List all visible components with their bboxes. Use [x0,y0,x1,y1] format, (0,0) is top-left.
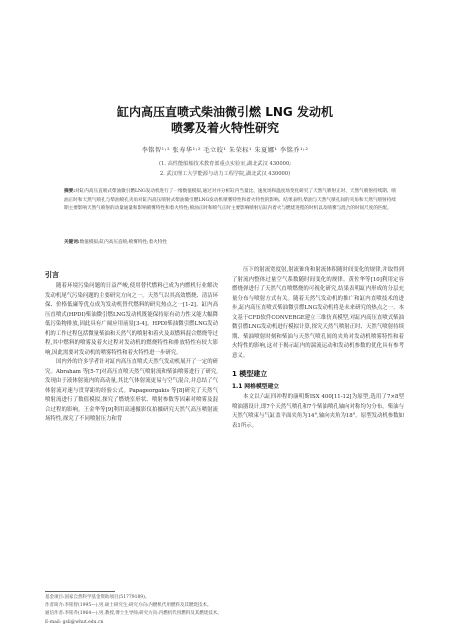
author-list: 李铭智¹˒² 张寿华¹˒² 毛立皎¹ 朱荣标¹ 朱夏娜¹ 李铭乔¹˒² [141,147,309,154]
intro-paragraph-2: 国内外的许多学者针对缸内高压直喷式天然气发动机展开了一定的研究。Abraham 等[5-7]对高压直喷天然气喷射流和柴油喷雾进行了研究,发现由于液体射流内的高动量,其比气体射流更易与空气混合,并总结了气体射流对速与贯穿距的经验公式。Papageorgakis 等[8]研究了天然气喷射流进行了数值模拟,探究了燃烧室形状、喷射参数等因素对喷雾及混合过程的影响。王金华等[9]利用高速摄影仪拍摄研究天然气高压喷射流场特性,探究了不同喷射压力和背 [45,359,218,422]
abstract-label: 摘要: [64,189,76,194]
affiliation-2: 2. 武汉理工大学能源与动力工程学院,湖北武汉 430000) [159,171,291,177]
paper-title [0,104,450,136]
footnote-funding: 基金项目:国家自然科学基金资助项目(51779189)。 [45,595,150,600]
footnote-email: E-mail: gsli@whut.edu.cn [45,619,104,625]
left-column [45,268,218,425]
footnote-author: 作者简介:李铭智(1995—),男,硕士研究生;研究方向:内燃机代用燃料及其燃烧技术。 [45,603,212,609]
right-column [232,266,404,431]
subsection-heading-mesh: 1.1 网格模型建立 [232,384,280,390]
footnote-rule [45,591,115,592]
affiliation-1: (1. 高性能船舶技术教育部重点实验室,湖北武汉 430000; [158,161,292,167]
model-paragraph-1: 本文以六缸四冲程的康明斯ISX 400[11-12]为原型,选用了7×8型喷油器设计,即7个天然气喷孔和7个柴油喷孔轴向对称均匀分布。柴油与天然气喷束与气缸盖平面夹角为14°,轴向夹角为18°。原型发动机参数如表1所示。 [232,394,404,429]
abstract [64,188,396,214]
title-line-1: 缸内高压直喷式柴油微引燃 LNG 发动机 [117,105,333,119]
section-heading-model: 1 模型建立 [232,370,268,378]
footnotes [45,594,405,627]
section-heading-intro: 引言 [45,271,59,279]
keywords-text: 数值模拟;缸内高压直喷;喷雾特性;着火特性 [79,240,167,245]
keywords-label: 关键词: [64,240,80,245]
footnote-corresponding: 通信作者:李铭乔(1964—),男,教授,博士生导师;研究方向:内燃机代用燃料及其燃烧技术。 [45,611,222,617]
keywords [64,239,396,247]
abstract-text: 对缸内高压直喷式柴油微引燃LNG发动机进行了一维数值模拟,通过对并分析缸内当量比、速度场和温度场变化研究了天然气喷射正时、天然气喷射持续期、喷油正时和天然气喷孔与柴油喷孔夹角对缸内高压喷射式柴油微引燃LNG发动机喷雾特性和着火特性的影响。结果表明,柴油与天然气喷孔间的夹角和天然气喷射持续期主要影响天然气喷射的动量通量和影响喷雾特性和着火特性;喷油正时和喷气正时主要影响喷射后缸内着火与燃烧进程的时机以及喷雾与混合的时间尺度的匹配。 [64,189,396,212]
intro-paragraph-1: 随着环境污染问题的日益严峻,使用替代燃料已成为内燃机行业解决发动机尾气污染问题的主要研究方向之一。天然气以其高效燃烧、清洁环保、价格低廉等优点成为发动机替代燃料的研究热点之一[1-2]。缸内高压直喷式(HPDI)柴油微引燃LNG发动机既能保持原有动力性又能大幅降低污染物排放,因此具有广阔应用前景[3-4]。HPDI柴油微引燃LNG发动机的工作过程包括微量柴油和天然气的喷射和着火及双燃料混合燃烧等过程,其中燃料的喷雾及着火过程对发动机的燃烧特性和排放特性有较大影响,因此需要对发动机的喷雾特性和着火特性进一步研究。 [45,283,218,356]
intro-paragraph-3: 压下的射流宽度射,射流锥角和射流体积随时间变化的规律,并取得到了射流内整体过量空气系数随时间变化的规律。黄佐华等[10]利用定容燃烧弹进行了天然气直喷燃烧的可视化研究,结果表明缸内形成的分层充量分布与喷射方式有关。随着天然气发动机的推广和缸内直喷技术的进步,缸内高压直喷式柴油微引燃LNG发动机将是未来研究的热点之一。本文基于CFD软件CONVERGE建立三维仿真模型,对缸内高压直喷式柴油微引燃LNG发动机进行模拟计算,探究天然气喷射正时、天然气喷射持续期、柴油喷射时刻和柴油与天然气喷孔间的夹角对发动机喷雾特性和着火特性的影响,这对于揭示缸内的湍流运动和发动机参数的优化具有参考意义。 [232,267,404,359]
title-line-2: 喷雾及着火特性研究 [170,121,279,135]
